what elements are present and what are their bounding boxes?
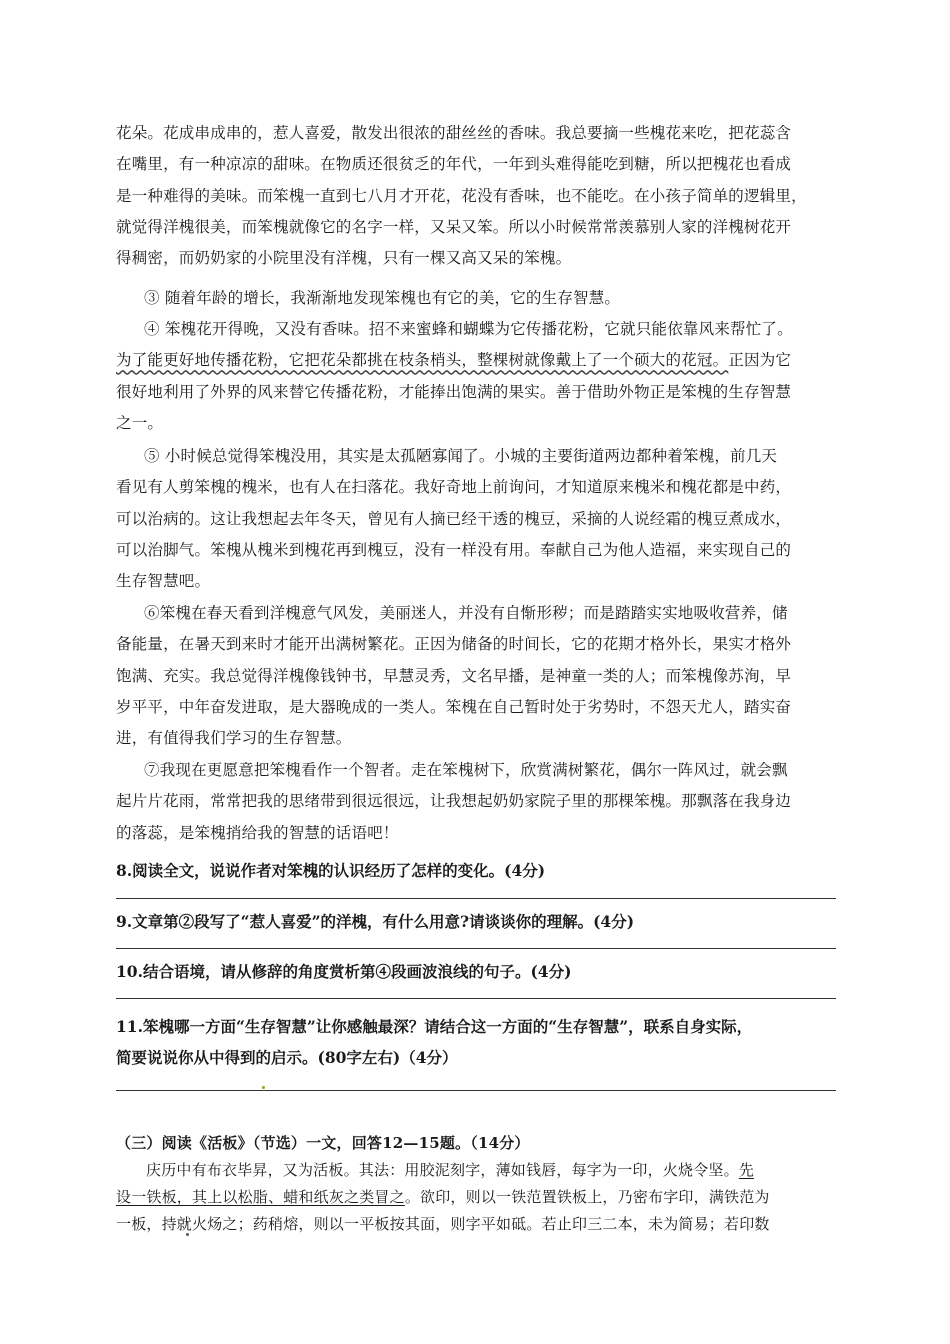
paragraph-line: 是一种难得的美味。而笨槐一直到七八月才开花，花没有香味，也不能吃。在小孩子简单的逻辑里， [116,186,807,205]
stray-dot [262,1086,265,1089]
paragraph-4 [116,314,836,439]
emphasis-dot [186,1233,189,1236]
answer-line[interactable] [116,1090,836,1091]
paragraph-line: 花朵。花成串成串的，惹人喜爱，散发出很浓的甜丝丝的香味。我总要摘一些槐花来吃，把花蕊含 [116,124,792,142]
paragraph-line: 的落蕊，是笨槐捎给我的智慧的话语吧！ [116,823,399,842]
paragraph-line: 可以治病的。这让我想起去年冬天，曾见有人摘已经干透的槐豆，采摘的人说经霜的槐豆煮成水， [116,509,792,528]
classical-text-line [116,1184,846,1211]
section-3 [116,1130,846,1238]
classical-text-line [116,1157,846,1184]
question-10: 10.结合语境，请从修辞的角度赏析第④段画波浪线的句子。(4分) [116,962,572,981]
paragraph-line: 饱满、充实。我总觉得洋槐像钱钟书，早慧灵秀，文名早播，是神童一类的人；而笨槐像苏洵，早 [116,666,792,685]
paragraph-line: 岁平平，中年奋发进取，是大器晚成的一类人。笨槐在自己暂时处于劣势时，不怨天尤人，踏实奋 [116,697,792,716]
paragraph-line: ④ 笨槐花开得晚，又没有香味。招不来蜜蜂和蝴蝶为它传播花粉，它就只能依靠风来帮忙了。 [144,320,793,338]
paragraph-3 [116,283,836,314]
paragraph-line: 之一。 [116,413,164,432]
underlined-text: 设一铁板，其上以松脂、蜡和纸灰之类冒之 [116,1188,405,1206]
paragraph-6 [116,598,836,754]
paragraph-line: ③ 随着年龄的增长，我渐渐地发现笨槐也有它的美，它的生存智慧。 [144,289,621,307]
paragraph-line: 生存智慧吧。 [116,572,211,591]
paragraph-line: 可以治脚气。笨槐从槐米到槐花再到槐豆，没有一样没有用。奉献自己为他人造福，来实现自己的 [116,540,792,559]
question-11-line: 11.笨槐哪一方面“生存智慧”让你感触最深？请结合这一方面的“生存智慧”，联系自身实际， [116,1017,753,1036]
paragraph-line: 起片片花雨，常常把我的思绪带到很远很远，让我想起奶奶家院子里的那棵笨槐。那飘落在我身边 [116,792,792,811]
question-8: 8.阅读全文，说说作者对笨槐的认识经历了怎样的变化。(4分) [116,861,546,880]
question-11-line: 简要说说你从中得到的启示。(80字左右)（4分） [116,1048,458,1067]
section-heading: （三）阅读《活板》（节选）一文，回答12—15题。（14分） [116,1134,530,1152]
paragraph-7 [116,755,836,849]
classical-text: 。欲印，则以一铁范置铁板上，乃密布字印，满铁范为 [404,1188,770,1206]
paragraph-line: 就觉得洋槐很美，而笨槐就像它的名字一样，又呆又笨。所以小时候常常羡慕别人家的洋槐树花开 [116,217,792,236]
paragraph-line: 很好地利用了外界的风来替它传播花粉，才能捧出饱满的果实。善于借助外物正是笨槐的生存智慧 [116,382,792,401]
underlined-text: 先 [738,1161,755,1179]
paragraph-line: 看见有人剪笨槐的槐米，也有人在扫落花。我好奇地上前询问，才知道原来槐米和槐花都是中药， [116,478,792,497]
question-11 [116,1011,836,1073]
paragraph-5 [116,441,836,597]
question-9: 9.文章第②段写了“惹人喜爱”的洋槐，有什么用意?请谈谈你的理解。(4分) [116,912,635,931]
classical-text-line: 一板，持就火炀之；药稍熔，则以一平板按其面，则字平如砥。若止印三二本，未为简易；若印数 [116,1215,770,1233]
paragraph-line: 在嘴里，有一种凉凉的甜味。在物质还很贫乏的年代，一年到头难得能吃到糖，所以把槐花也看成 [116,155,792,174]
paragraph-line [116,345,836,376]
answer-line[interactable] [116,998,836,999]
paragraph-line: ⑦我现在更愿意把笨槐看作一个智者。走在笨槐树下，欣赏满树繁花，偶尔一阵风过，就会飘 [144,761,788,779]
paragraph-line: 得稠密，而奶奶家的小院里没有洋槐，只有一棵又高又呆的笨槐。 [116,249,572,268]
paragraph-line: 进，有值得我们学习的生存智慧。 [116,729,352,748]
paragraph-line: 备能量，在暑天到来时才能开出满树繁花。正因为储备的时间长，它的花期才格外长，果实才格外 [116,635,792,654]
paragraph-2 [116,118,836,274]
paragraph-line: ⑤ 小时候总觉得笨槐没用，其实是太孤陋寡闻了。小城的主要街道两边都种着笨槐，前几天 [144,447,778,465]
paragraph-text: 正因为它 [728,351,792,370]
paragraph-line: ⑥笨槐在春天看到洋槐意气风发，美丽迷人，并没有自惭形秽；而是踏踏实实地吸收营养，储 [144,604,788,622]
wavy-underlined-sentence: 为了能更好地传播花粉，它把花朵都挑在枝条梢头，整棵树就像戴上了一个硕大的花冠。 [116,351,729,370]
answer-line[interactable] [116,898,836,899]
answer-line[interactable] [116,948,836,949]
classical-text: 庆历中有布衣毕昇，又为活板。其法：用胶泥刻字，薄如钱唇，每字为一印，火烧令坚。 [146,1161,739,1179]
